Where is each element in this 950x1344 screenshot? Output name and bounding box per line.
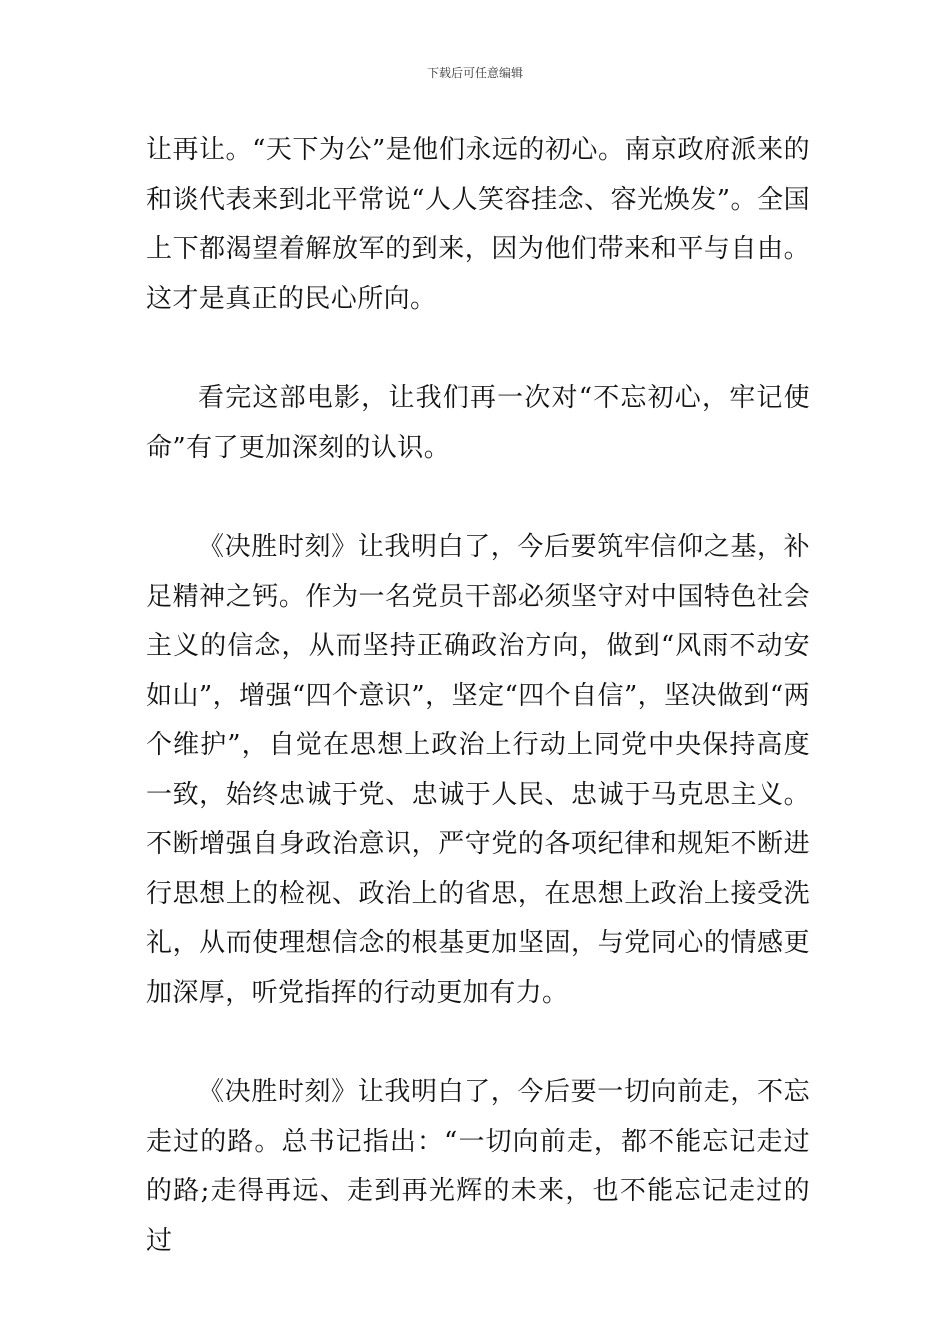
paragraph-gap [146, 1018, 810, 1068]
paragraph-4: 《决胜时刻》让我明白了，今后要一切向前走，不忘走过的路。总书记指出：“一切向前走，都不能忘记走过的路;走得再远、走到再光辉的未来，也不能忘记走过的过 [146, 1077, 810, 1256]
paragraph-3: 《决胜时刻》让我明白了，今后要筑牢信仰之基，补足精神之钙。作为一名党员干部必须坚守对中国特色社会主义的信念，从而坚持正确政治方向，做到“风雨不动安如山”，增强“四个意识”，坚定“四个自信”，坚决做到“两个维护”，自觉在思想上政治上行动上同党中央保持高度一致，始终忠诚于党、忠诚于人民、忠诚于马克思主义。不断增强自身政治意识，严守党的各项纪律和规矩不断进行思想上的检视、政治上的省思，在思想上政治上接受洗礼，从而使理想信念的根基更加坚固，与党同心的情感更加深厚，听党指挥的行动更加有力。 [146, 532, 810, 1008]
paragraph-1: 让再让。“天下为公”是他们永远的初心。南京政府派来的和谈代表来到北平常说“人人笑容挂念、容光焕发”。全国上下都渴望着解放军的到来，因为他们带来和平与自由。这才是真正的民心所向。 [146, 135, 810, 314]
paragraph-gap [146, 473, 810, 523]
paragraph-2: 看完这部电影，让我们再一次对“不忘初心，牢记使命”有了更加深刻的认识。 [146, 383, 810, 463]
document-body [146, 126, 810, 1266]
paragraph-gap [146, 324, 810, 374]
page-header: 下载后可任意编辑 [426, 66, 523, 80]
